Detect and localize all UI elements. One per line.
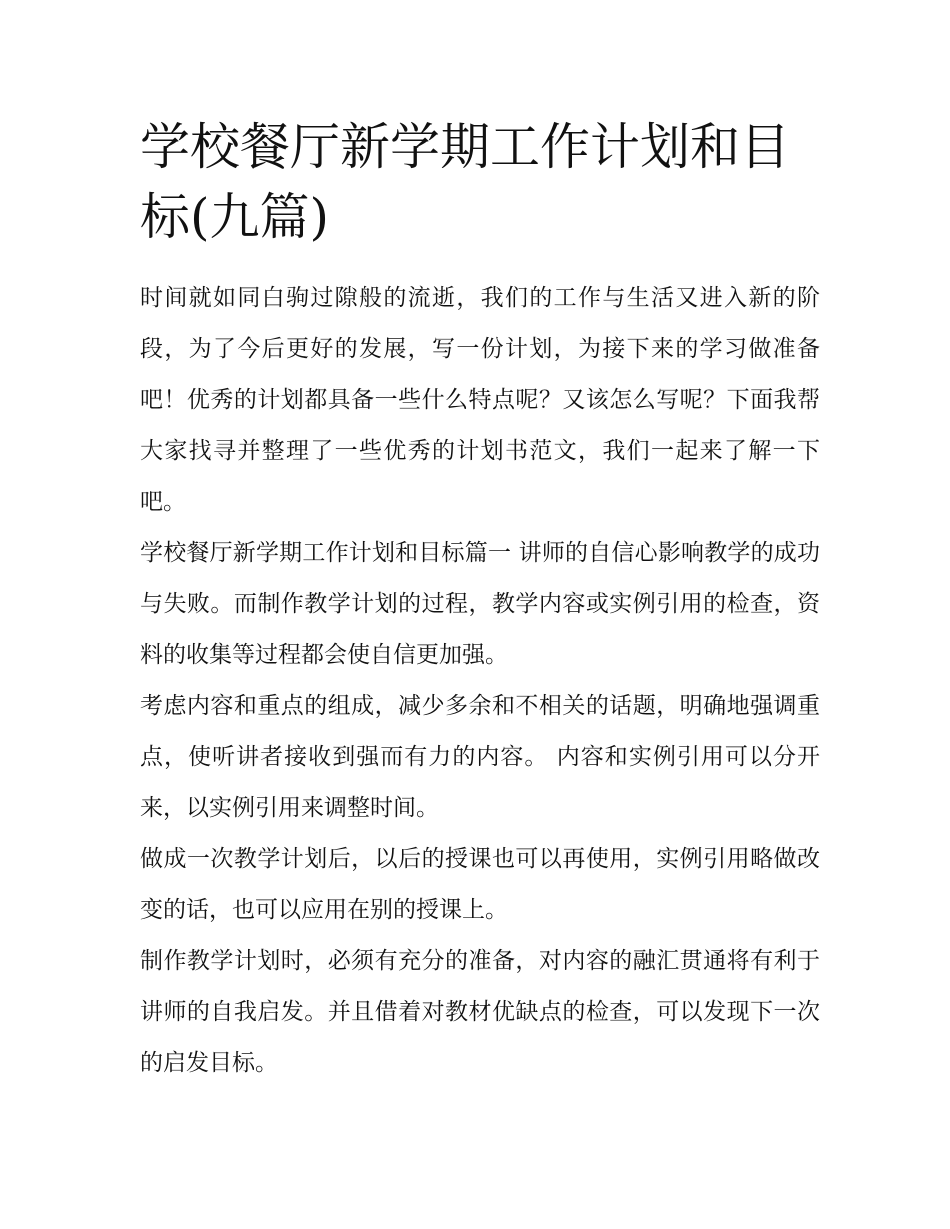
paragraph-3: 做成一次教学计划后，以后的授课也可以再使用，实例引用略做改变的话，也可以应用在别的授课上。 (140, 846, 820, 923)
paragraph-4: 制作教学计划时，必须有充分的准备，对内容的融汇贯通将有利于讲师的自我启发。并且借着对教材优缺点的检查，可以发现下一次的启发目标。 (140, 948, 820, 1076)
paragraph-intro: 时间就如同白驹过隙般的流逝，我们的工作与生活又进入新的阶段，为了今后更好的发展，写一份计划，为接下来的学习做准备吧！优秀的计划都具备一些什么特点呢？又该怎么写呢？下面我帮大家找寻并整理了一些优秀的计划书范文，我们一起来了解一下吧。 (140, 285, 820, 515)
document-title: 学校餐厅新学期工作计划和目标(九篇) (140, 118, 790, 246)
paragraph-2: 考虑内容和重点的组成，减少多余和不相关的话题，明确地强调重点，使听讲者接收到强而有力的内容。 内容和实例引用可以分开来，以实例引用来调整时间。 (140, 693, 820, 821)
document-page (140, 112, 820, 1089)
paragraph-1: 学校餐厅新学期工作计划和目标篇一 讲师的自信心影响教学的成功与失败。而制作教学计划的过程，教学内容或实例引用的检查，资料的收集等过程都会使自信更加强。 (140, 540, 820, 668)
